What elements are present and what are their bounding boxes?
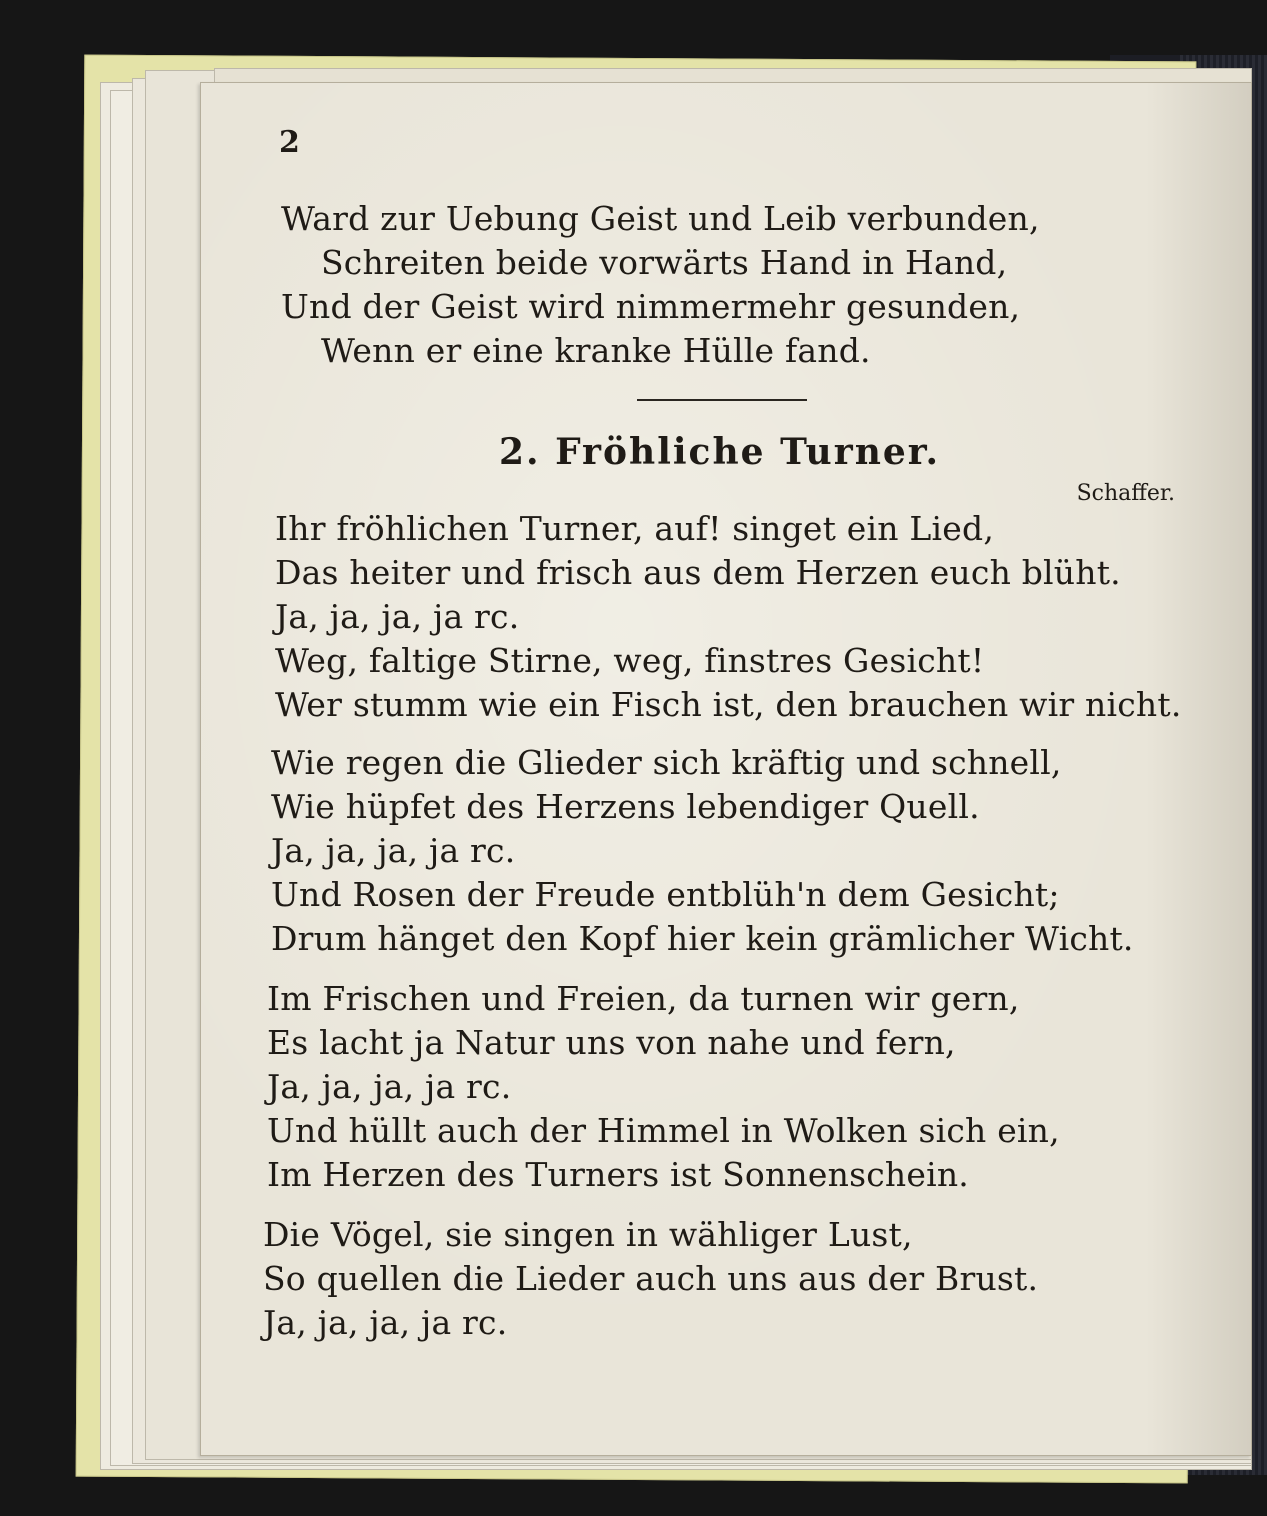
song-author: Schaffer. xyxy=(1076,481,1175,506)
verse-line: Ihr fröhlichen Turner, auf! singet ein Lied, xyxy=(275,509,995,548)
verse-line: Im Herzen des Turners ist Sonnenschein. xyxy=(267,1155,969,1194)
verse-line: Und Rosen der Freude entblüh'n dem Gesicht; xyxy=(271,875,1060,914)
verse-line: Drum hänget den Kopf hier kein grämlicher Wicht. xyxy=(271,919,1134,958)
verse-line: Wenn er eine kranke Hülle fand. xyxy=(321,331,871,370)
book-page xyxy=(200,82,1252,1456)
verse-line: Ja, ja, ja, ja rc. xyxy=(263,1303,508,1342)
page-number: 2 xyxy=(279,125,300,160)
verse-line: Und hüllt auch der Himmel in Wolken sich ein, xyxy=(267,1111,1060,1150)
song-title: 2. Fröhliche Turner. xyxy=(499,431,940,473)
verse-line: Wie regen die Glieder sich kräftig und schnell, xyxy=(271,743,1062,782)
verse-line: Im Frischen und Freien, da turnen wir gern, xyxy=(267,979,1020,1018)
verse-line: Weg, faltige Stirne, weg, finstres Gesicht! xyxy=(275,641,985,680)
verse-line: Die Vögel, sie singen in wähliger Lust, xyxy=(263,1215,913,1254)
verse-line: Es lacht ja Natur uns von nahe und fern, xyxy=(267,1023,956,1062)
verse-line: Das heiter und frisch aus dem Herzen euch blüht. xyxy=(275,553,1121,592)
verse-line: Schreiten beide vorwärts Hand in Hand, xyxy=(321,243,1008,282)
verse-line: So quellen die Lieder auch uns aus der Brust. xyxy=(263,1259,1039,1298)
verse-line: Und der Geist wird nimmermehr gesunden, xyxy=(281,287,1021,326)
section-divider xyxy=(637,399,807,401)
verse-line: Wie hüpfet des Herzens lebendiger Quell. xyxy=(271,787,980,826)
verse-line: Ward zur Uebung Geist und Leib verbunden, xyxy=(281,199,1040,238)
verse-line: Wer stumm wie ein Fisch ist, den brauchen wir nicht. xyxy=(275,685,1182,724)
verse-line: Ja, ja, ja, ja rc. xyxy=(275,597,520,636)
verse-line: Ja, ja, ja, ja rc. xyxy=(267,1067,512,1106)
verse-line: Ja, ja, ja, ja rc. xyxy=(271,831,516,870)
